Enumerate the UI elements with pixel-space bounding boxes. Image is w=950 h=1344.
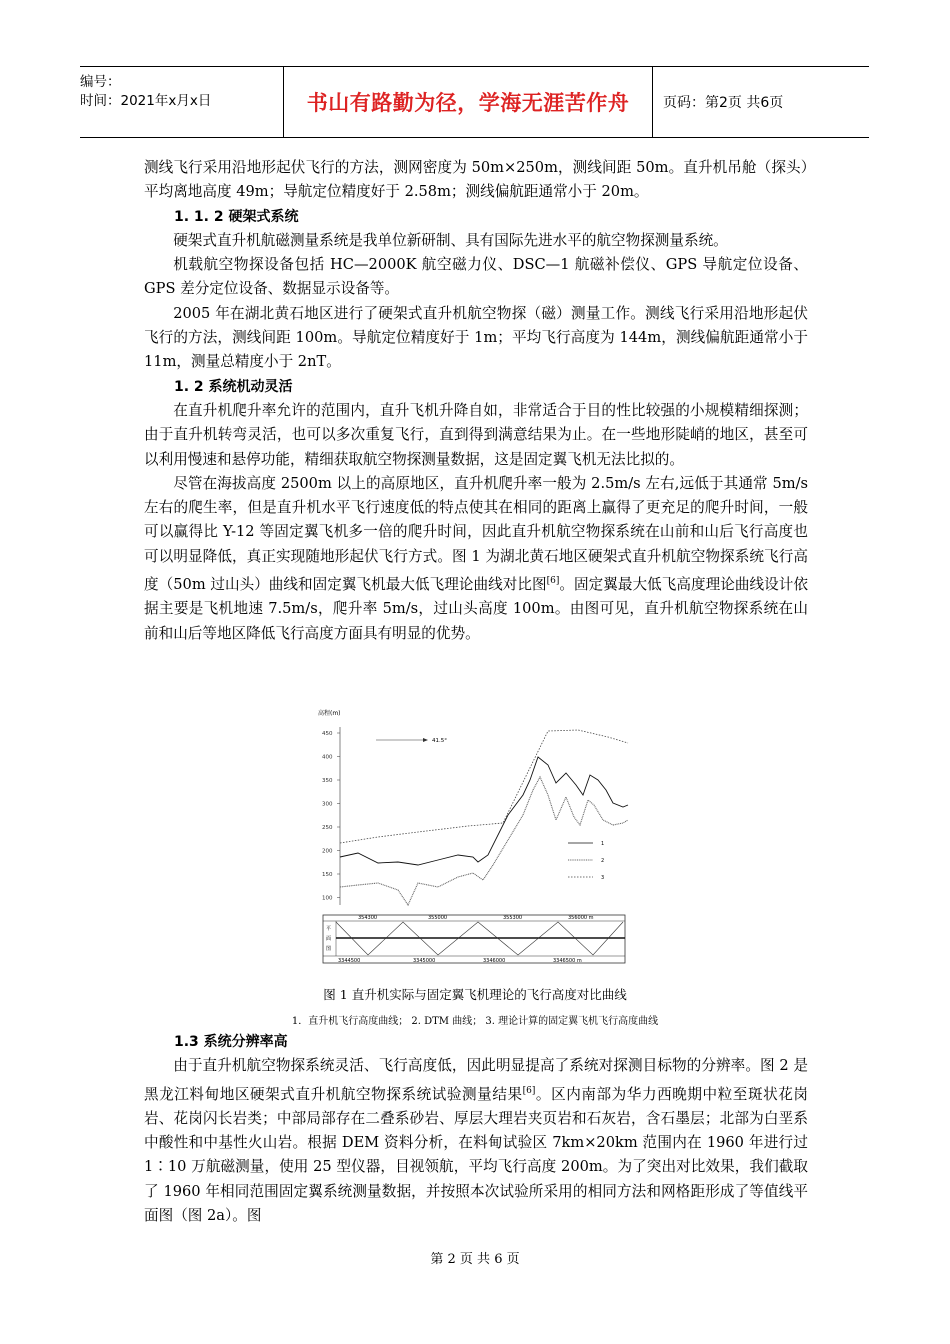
number-label: 编号： xyxy=(80,74,121,90)
paragraph-text: 尽管在海拔高度 2500m 以上的高原地区，直升机爬升率一般为 2.5m/s 左右,远低于其通常 5m/s 左右的爬生率，但是直升机水平飞行速度低的特点使其在相同的距离上赢得了更充足的爬升时间，一般可以赢得比 Y-12 等固定翼飞机多一倍的爬升时间，因此直升机航空物探系统在山前和山后飞行高度也可以明显降低，真正实现随地形起伏飞行方式。图 1 为湖北黄石地区硬架式直升机航空物探系统飞行高度（50m 过山头）曲线和固定翼飞机最大低飞理论曲线对比图 xyxy=(144,474,808,593)
paragraph: 在直升机爬升率允许的范围内，直升飞机升降自如，非常适合于目的性比较强的小规模精细探测；由于直升机转弯灵活，也可以多次重复飞行，直到得到满意结果为止。在一些地形陡峭的地区，甚至可以利用慢速和悬停功能，精细获取航空物探测量数据，这是固定翼飞机无法比拟的。 xyxy=(144,401,808,468)
x-bottom-2: 3345000 xyxy=(413,958,436,964)
figure-legend-note: 1．直升机飞行高度曲线； 2. DTM 曲线； 3. 理论计算的固定翼飞机飞行高度曲线 xyxy=(291,1016,659,1027)
paragraph: 2005 年在湖北黄石地区进行了硬架式直升机航空物探（磁）测量工作。测线飞行采用沿地形起伏飞行的方法，测线间距 100m。导航定位精度好于 1m；平均飞行高度为 144m，测线偏航距通常小于 11m，测量总精度小于 2nT。 xyxy=(144,304,808,371)
section-heading: 1.3 系统分辨率高 xyxy=(174,1034,288,1050)
page-footer: 第 2 页 共 6 页 xyxy=(430,1252,520,1267)
y-tick-label: 400 xyxy=(322,754,333,761)
paragraph xyxy=(144,472,808,646)
y-tick-label: 450 xyxy=(322,731,333,737)
arrow-label: 41.5° xyxy=(432,738,447,744)
y-tick-label: 250 xyxy=(322,825,333,831)
legend-3: 3 xyxy=(601,875,605,881)
side-label: 平 xyxy=(326,926,332,932)
side-label: 图 xyxy=(326,946,332,952)
y-tick-label: 300 xyxy=(322,801,333,808)
section-heading: 1. 2 系统机动灵活 xyxy=(174,378,293,395)
document-body xyxy=(144,156,808,646)
paragraph xyxy=(144,1054,808,1228)
document-body-2 xyxy=(144,1030,808,1228)
flight-altitude-figure xyxy=(318,705,630,973)
header-meta xyxy=(80,67,284,137)
side-label: 面 xyxy=(326,936,332,942)
x-bottom-4: 3346500 m xyxy=(553,958,582,964)
y-tick-label: 350 xyxy=(322,778,333,784)
x-bottom-3: 3346000 xyxy=(483,958,506,964)
x-top-3: 355300 xyxy=(503,915,523,921)
x-top-4: 356000 m xyxy=(568,915,594,921)
date-label: 时间：2021年x月x日 xyxy=(80,93,212,109)
section-heading: 1. 1. 2 硬架式系统 xyxy=(174,208,299,225)
paragraph-text: 。固定翼最大低飞高度理论曲线设计依据主要是飞机地速 7.5m/s，爬升率 5m/s，过山头高度 100m。由图可见，直升机航空物探系统在山前和山后等地区降低飞行高度方面具有明显的优势。 xyxy=(144,575,808,642)
y-tick-label: 200 xyxy=(322,848,333,855)
citation: [6] xyxy=(546,576,560,587)
series-3-line xyxy=(340,730,628,843)
paragraph: 测线飞行采用沿地形起伏飞行的方法，测网密度为 50m×250m，测线间距 50m。直升机吊舱（探头）平均离地高度 49m；导航定位精度好于 2.58m；测线偏航距通常小于 20m。 xyxy=(144,159,808,201)
legend-1: 1 xyxy=(601,841,605,847)
y-axis-label: 高程(m) xyxy=(318,710,341,717)
figure-caption: 图 1 直升机实际与固定翼飞机理论的飞行高度对比曲线 xyxy=(323,987,627,1002)
y-tick-label: 100 xyxy=(322,895,333,902)
x-top-2: 355000 xyxy=(428,915,448,921)
paragraph-text: 由于直升机航空物探系统灵活、飞行高度低，因此明显提高了系统对探测目标物的分辨率。图 2 是黑龙江料甸地区硬架式直升机航空物探系统试验测量结果 xyxy=(144,1057,808,1103)
legend-2: 2 xyxy=(601,858,605,864)
header-page: 页码：第2页 共6页 xyxy=(663,95,784,111)
paragraph-text: 。区内南部为华力西晚期中粒至斑状花岗岩、花岗闪长岩类；中部局部存在二叠系砂岩、厚层大理岩夹页岩和石灰岩，含石墨层；北部为白垩系中酸性和中基性火山岩。根据 DEM 资料分析，在料甸试验区 7km×20km 范围内在 1960 年进行过 1∶10 万航磁测量，使用 25 型仪器，目视领航，平均飞行高度 200m。为了突出对比效果，我们截取了 1960 年相同范围固定翼系统测量数据，并按照本次试验所采用的相同方法和网格距形成了等值线平面图（图 2a）。图 xyxy=(144,1085,808,1224)
x-bottom-1: 3344500 xyxy=(338,958,361,964)
legend xyxy=(568,841,604,881)
paragraph: 硬架式直升机航磁测量系统是我单位新研制、具有国际先进水平的航空物探测量系统。 xyxy=(173,231,728,249)
paragraph: 机载航空物探设备包括 HC—2000K 航空磁力仪、DSC—1 航磁补偿仪、GPS 导航定位设备、GPS 差分定位设备、数据显示设备等。 xyxy=(144,256,808,298)
x-top-1: 354300 xyxy=(358,915,378,921)
series-2-line xyxy=(340,777,628,905)
citation: [6] xyxy=(522,1085,536,1096)
header-motto: 书山有路勤为径，学海无涯苦作舟 xyxy=(284,67,653,137)
page-header xyxy=(80,66,869,138)
y-tick-label: 150 xyxy=(322,872,333,878)
